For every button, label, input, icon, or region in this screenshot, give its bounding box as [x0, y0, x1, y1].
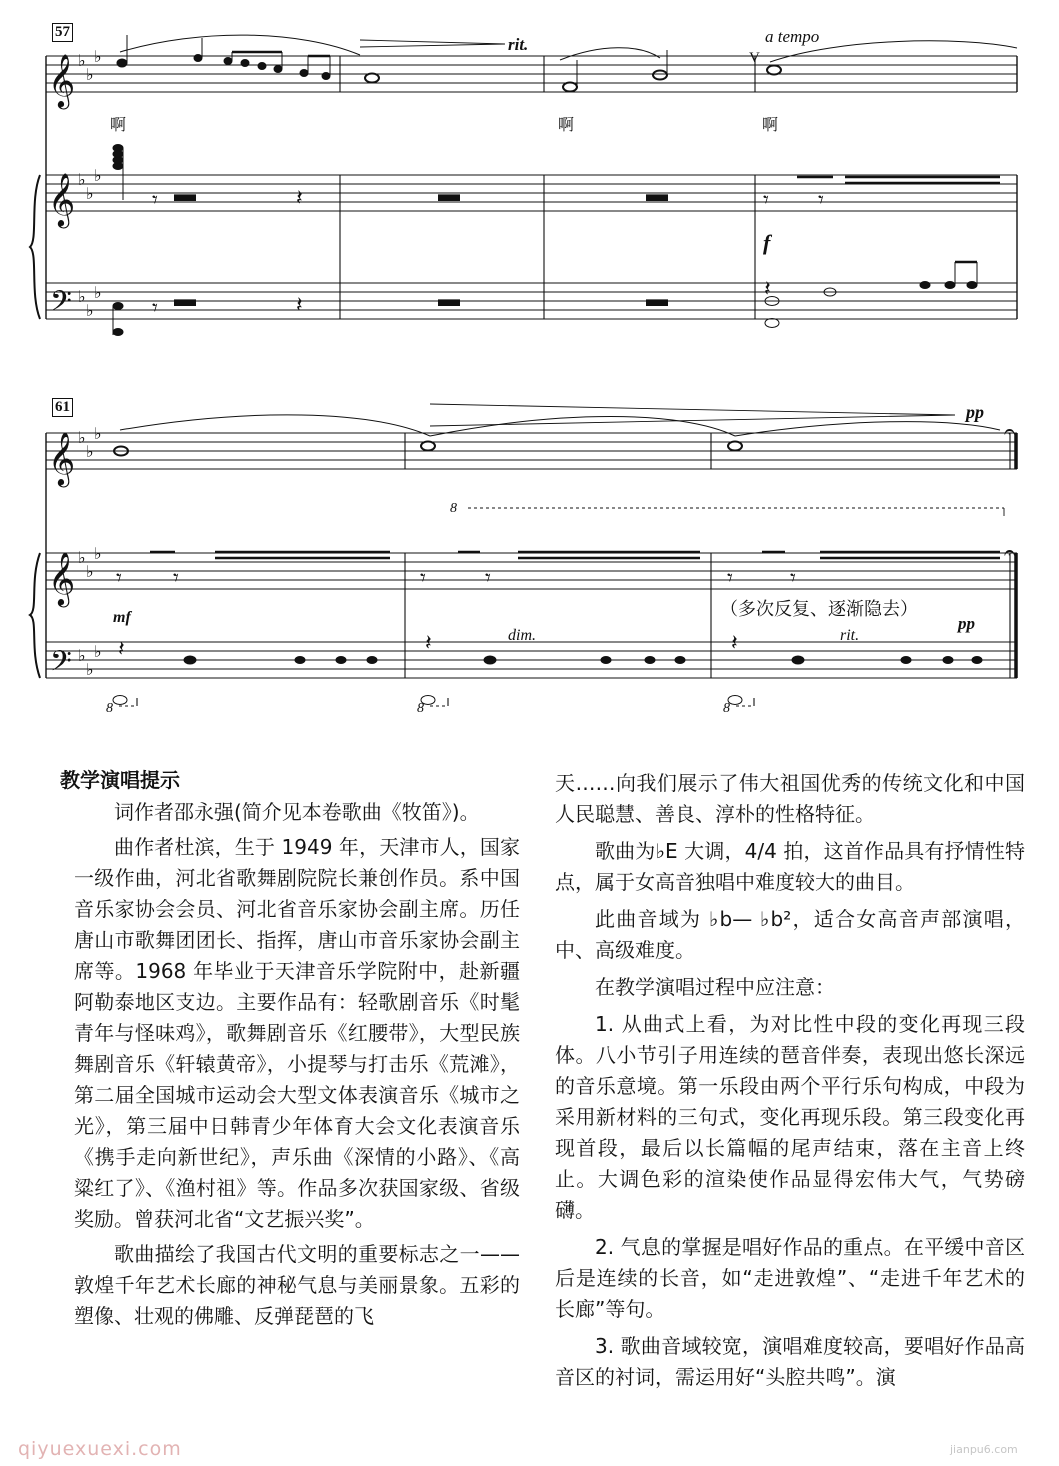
- svg-text:♭: ♭: [86, 303, 94, 320]
- svg-text:♭: ♭: [94, 546, 102, 563]
- text-column-left: [74, 797, 520, 1332]
- paragraph: 此曲音域为 ♭b— ♭b²，适合女高音声部演唱，中、高级难度。: [555, 907, 1025, 962]
- a-tempo-mark: a tempo: [765, 27, 820, 46]
- svg-text:♭: ♭: [78, 648, 86, 665]
- svg-text:♭: ♭: [86, 662, 94, 679]
- svg-text:𝄾: 𝄾: [727, 565, 733, 590]
- paragraph: 3. 歌曲音域较宽，演唱难度较高，要唱好作品高音区的衬词，需运用好“头腔共鸣”。演: [555, 1334, 1025, 1389]
- svg-text:𝄞: 𝄞: [48, 55, 76, 106]
- breath-mark: V: [749, 50, 760, 66]
- ottava-mark: 8: [450, 501, 457, 516]
- watermark-right: jianpu6.com: [950, 1443, 1018, 1456]
- svg-text:𝄢: 𝄢: [50, 287, 72, 324]
- paragraph: 词作者邵永强(简介见本卷歌曲《牧笛》)。: [114, 800, 480, 824]
- svg-text:♭: ♭: [78, 172, 86, 189]
- svg-text:𝄾: 𝄾: [116, 565, 122, 590]
- voice-staff-2: [46, 433, 1017, 469]
- voice-staff-1: [46, 56, 1017, 92]
- svg-text:𝄾: 𝄾: [790, 565, 796, 590]
- svg-text:♭: ♭: [86, 186, 94, 203]
- paragraph: 歌曲描绘了我国古代文明的重要标志之一——敦煌千年艺术长廊的神秘气息与美丽景象。五彩的塑像、壮观的佛雕、反弹琵琶的飞: [74, 1242, 520, 1328]
- text-column-right: [555, 768, 1025, 1393]
- lyric-3: 啊: [762, 117, 779, 134]
- svg-text:𝄽: 𝄽: [296, 185, 303, 210]
- paragraph: 2. 气息的掌握是唱好作品的重点。在平缓中音区后是连续的长音，如“走进敦煌”、“走进千年艺术的长廊”等句。: [555, 1235, 1025, 1321]
- svg-text:♭: ♭: [78, 289, 86, 306]
- svg-text:♭: ♭: [78, 550, 86, 567]
- fermata-icon: 𝄐: [1004, 421, 1016, 443]
- svg-text:𝄾: 𝄾: [485, 565, 491, 590]
- svg-text:𝄢: 𝄢: [50, 647, 72, 684]
- lyric-1: 啊: [110, 117, 127, 134]
- svg-text:𝄾: 𝄾: [420, 565, 426, 590]
- svg-text:𝄽: 𝄽: [118, 636, 125, 661]
- paragraph: 1. 从曲式上看，为对比性中段的变化再现三段体。八小节引子用连续的琶音伴奏，表现出悠长深远的音乐意境。第一乐段由两个平行乐句构成，中段为采用新材料的三句式，变化再现乐段。第三段变化再现首段，最后以长篇幅的尾声结束，落在主音上终止。大调色彩的渲染使作品显得宏伟大气，气势磅礴。: [555, 1012, 1025, 1222]
- svg-text:♭: ♭: [86, 444, 94, 461]
- svg-text:𝄞: 𝄞: [48, 553, 76, 604]
- repeat-annotation: （多次反复、逐渐隐去）: [720, 599, 918, 619]
- forte-mark: f: [763, 230, 771, 255]
- svg-text:𝄾: 𝄾: [818, 187, 824, 212]
- rit-mark-2: rit.: [840, 627, 860, 644]
- svg-text:𝄾: 𝄾: [152, 295, 158, 320]
- ottava-bassa-2: 8: [417, 701, 424, 716]
- svg-text:▬: ▬: [646, 286, 668, 311]
- svg-text:▬: ▬: [646, 181, 668, 206]
- pp-mark-voice: pp: [966, 402, 984, 422]
- ottava-bassa-1: 8: [106, 701, 113, 716]
- svg-text:♭: ♭: [94, 285, 102, 302]
- svg-text:♭: ♭: [94, 644, 102, 661]
- dim-mark: dim.: [508, 627, 536, 644]
- svg-text:𝄾: 𝄾: [152, 187, 158, 212]
- svg-text:♭: ♭: [94, 49, 102, 66]
- measure-number-61: 61: [52, 398, 73, 417]
- paragraph: 在教学演唱过程中应注意：: [595, 975, 835, 999]
- svg-text:♭: ♭: [86, 564, 94, 581]
- svg-text:𝄾: 𝄾: [763, 187, 769, 212]
- svg-text:𝄽: 𝄽: [296, 292, 303, 317]
- mf-mark: mf: [113, 609, 131, 626]
- rit-mark-1: rit.: [508, 35, 529, 54]
- svg-text:𝄾: 𝄾: [173, 565, 179, 590]
- measure-number-57: 57: [52, 23, 73, 42]
- svg-text:𝄽: 𝄽: [425, 630, 432, 655]
- svg-text:♭: ♭: [78, 53, 86, 70]
- svg-text:𝄽: 𝄽: [764, 276, 771, 301]
- svg-text:▬: ▬: [174, 286, 196, 311]
- svg-text:♭: ♭: [78, 430, 86, 447]
- svg-text:♭: ♭: [94, 426, 102, 443]
- svg-text:♭: ♭: [86, 67, 94, 84]
- svg-text:𝄽: 𝄽: [731, 630, 738, 655]
- section-heading: 教学演唱提示: [60, 768, 180, 792]
- svg-text:𝄞: 𝄞: [48, 433, 76, 484]
- svg-text:▬: ▬: [438, 286, 460, 311]
- svg-text:♭: ♭: [94, 168, 102, 185]
- paragraph: 天……向我们展示了伟大祖国优秀的传统文化和中国人民聪慧、善良、淳朴的性格特征。: [555, 771, 1025, 826]
- paragraph: 歌曲为♭E 大调，4/4 拍，这首作品具有抒情性特点，属于女高音独唱中难度较大的曲目。: [555, 839, 1025, 894]
- svg-text:▬: ▬: [438, 181, 460, 206]
- svg-text:𝄞: 𝄞: [48, 174, 76, 225]
- watermark: qiyuexuexi.com: [18, 1438, 182, 1460]
- lyric-2: 啊: [558, 117, 575, 134]
- ottava-bassa-3: 8: [723, 701, 730, 716]
- fermata-icon: 𝄐: [1004, 542, 1016, 564]
- pp-mark-piano: pp: [958, 614, 975, 633]
- paragraph: 曲作者杜滨，生于 1949 年，天津市人，国家一级作曲，河北省歌舞剧院院长兼创作员。系中国音乐家协会会员、河北省音乐家协会副主席。历任唐山市歌舞团团长、指挥，唐山市音乐家协会副主席等。1968 年毕业于天津音乐学院附中，赴新疆阿勒泰地区支边。主要作品有：轻歌剧音乐《时髦青年与怪味鸡》，歌舞剧音乐《红腰带》，大型民族舞剧音乐《轩辕黄帝》，小提琴与打击乐《荒滩》，第二届全国城市运动会大型文体表演音乐《城市之光》，第三届中日韩青少年体育大会文化表演音乐《携手走向新世纪》，声乐曲《深情的小路》、《高粱红了》、《渔村祖》等。作品多次获国家级、省级奖励。曾获河北省“文艺振兴奖”。: [74, 835, 520, 1231]
- svg-text:▬: ▬: [174, 181, 196, 206]
